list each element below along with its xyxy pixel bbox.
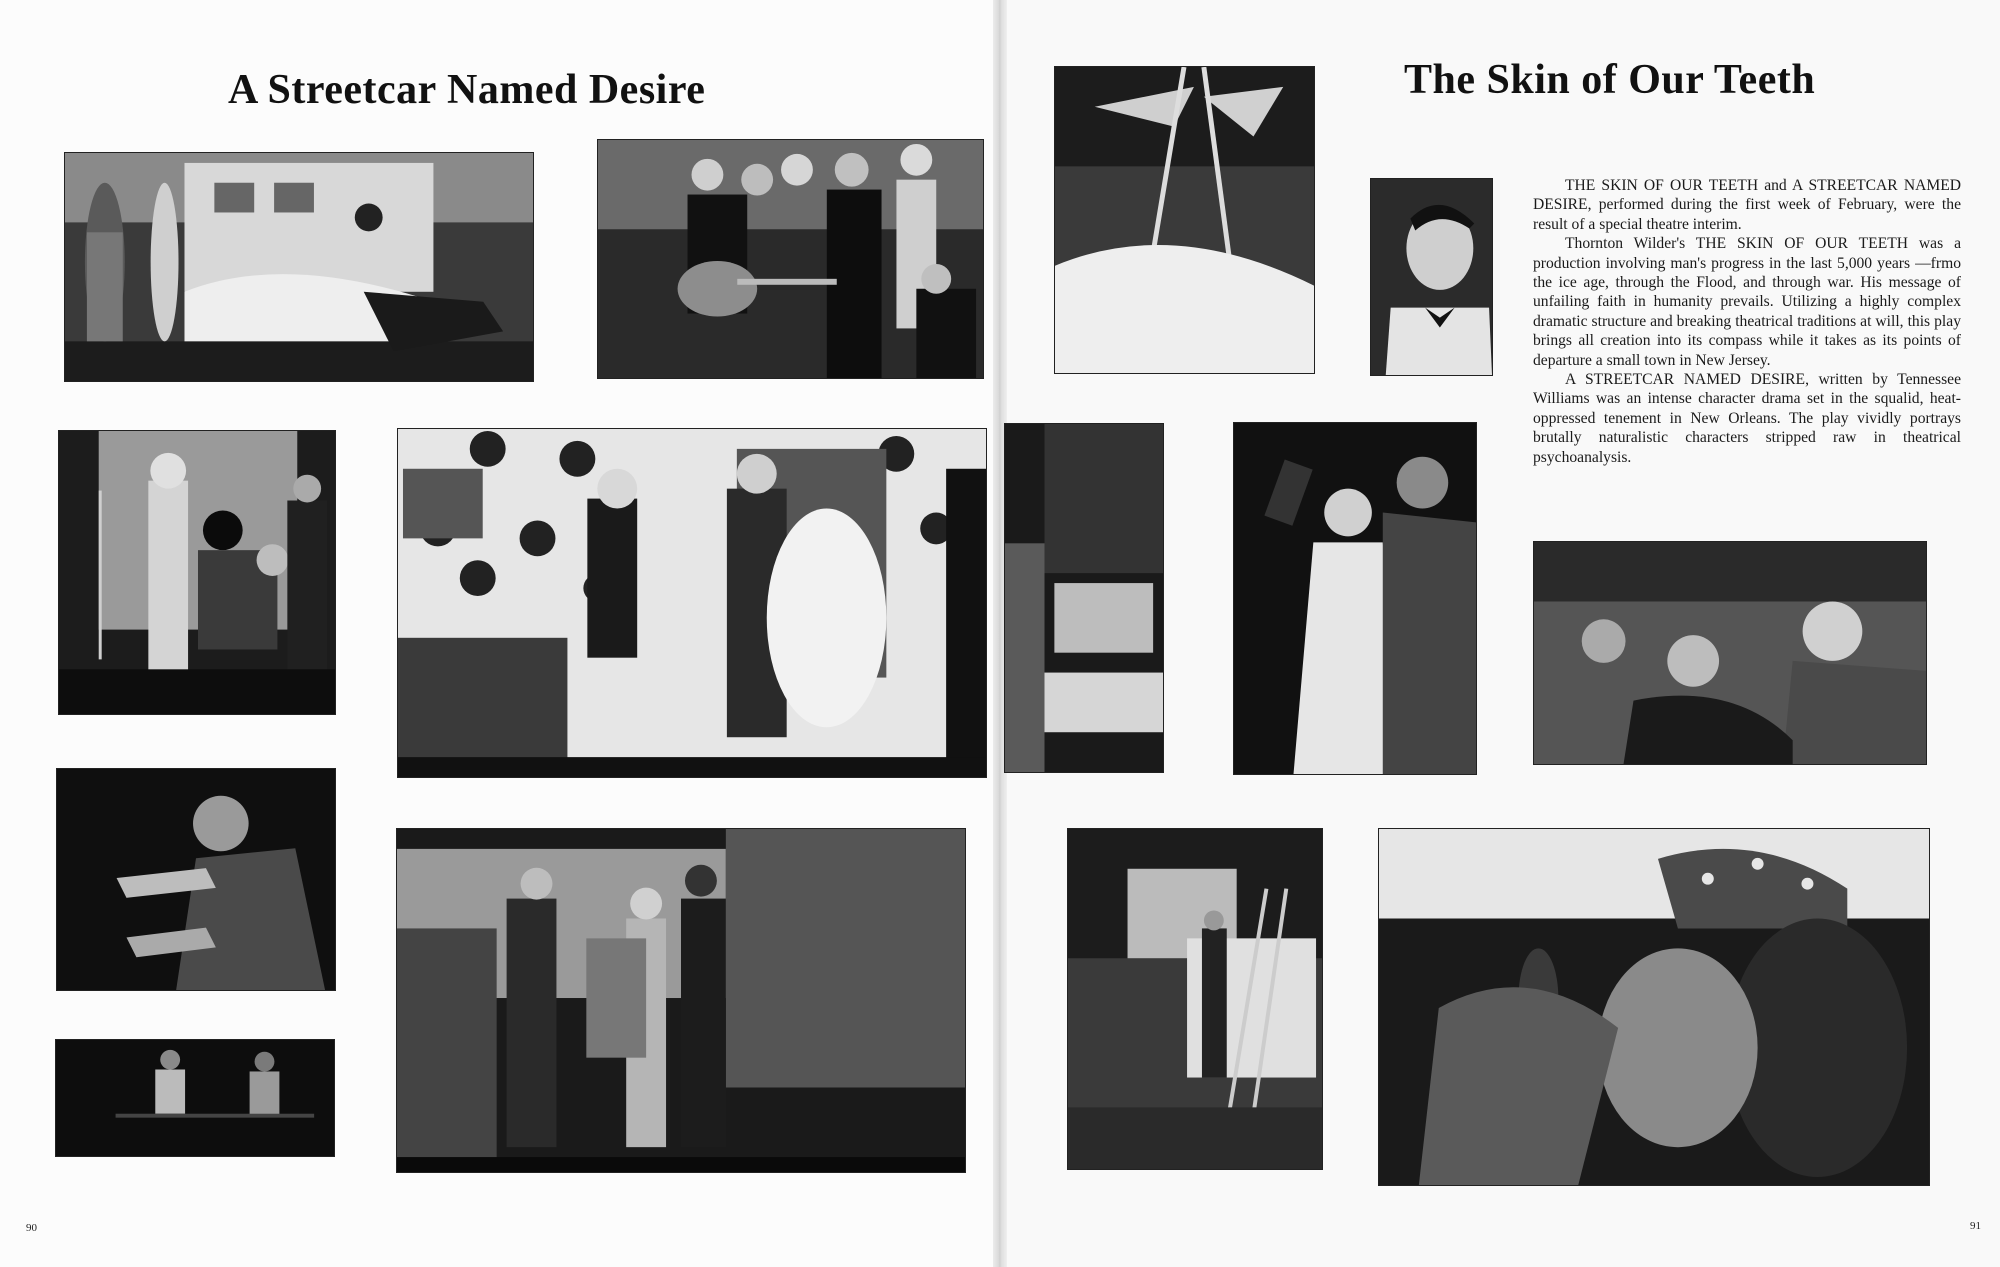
page-number-right: 91 — [1970, 1220, 1981, 1232]
article-paragraph: THE SKIN OF OUR TEETH and A STREETCAR NAMED DESIRE, performed during the first week of February, were the result of a special theatre interim. — [1533, 177, 1961, 233]
left-page-title: A Streetcar Named Desire — [228, 67, 706, 113]
photo-ladder-jumpers — [1054, 66, 1315, 374]
photo-actress-close-up — [56, 768, 336, 991]
photo-street-scene-trio — [396, 828, 966, 1173]
photo-makeup-mirror — [1533, 541, 1927, 765]
photo-audience-dark — [55, 1039, 335, 1157]
photo-makeup-close-up — [1378, 828, 1930, 1186]
photo-microphones-scene — [58, 430, 336, 715]
photo-snow-scene-flowers — [397, 428, 987, 778]
photo-stage-scene-bench — [64, 152, 534, 382]
article-paragraph: Thornton Wilder's THE SKIN OF OUR TEETH was a production involving man's progress in the last 5,000 years —frmo the ice age, through the Flood, and through war. His message of unfailing faith in humanity prevails. Utilizing a highly complex dramatic structure and breaking theatrical traditions at will, this play brings all creation into its compass while it takes as its points of departure a small town in New Jersey. — [1533, 235, 1961, 369]
photo-spread-continuation — [1004, 423, 1164, 773]
photo-actor-bowtie — [1370, 178, 1493, 376]
article-paragraph: A STREETCAR NAMED DESIRE, written by Tennessee Williams was an intense character drama set in the squalid, heat-oppressed tenement in New Orleans. The play vividly portrays brutally naturalistic characters stripped raw in theatrical psychoanalysis. — [1533, 371, 1961, 466]
photo-backstage-ladder — [1067, 828, 1323, 1170]
photo-cast-with-guitar — [597, 139, 984, 379]
page-number-left: 90 — [26, 1222, 37, 1234]
right-page-title: The Skin of Our Teeth — [1404, 57, 1816, 103]
photo-couple-embrace — [1233, 422, 1477, 775]
article-text — [1533, 176, 1961, 467]
